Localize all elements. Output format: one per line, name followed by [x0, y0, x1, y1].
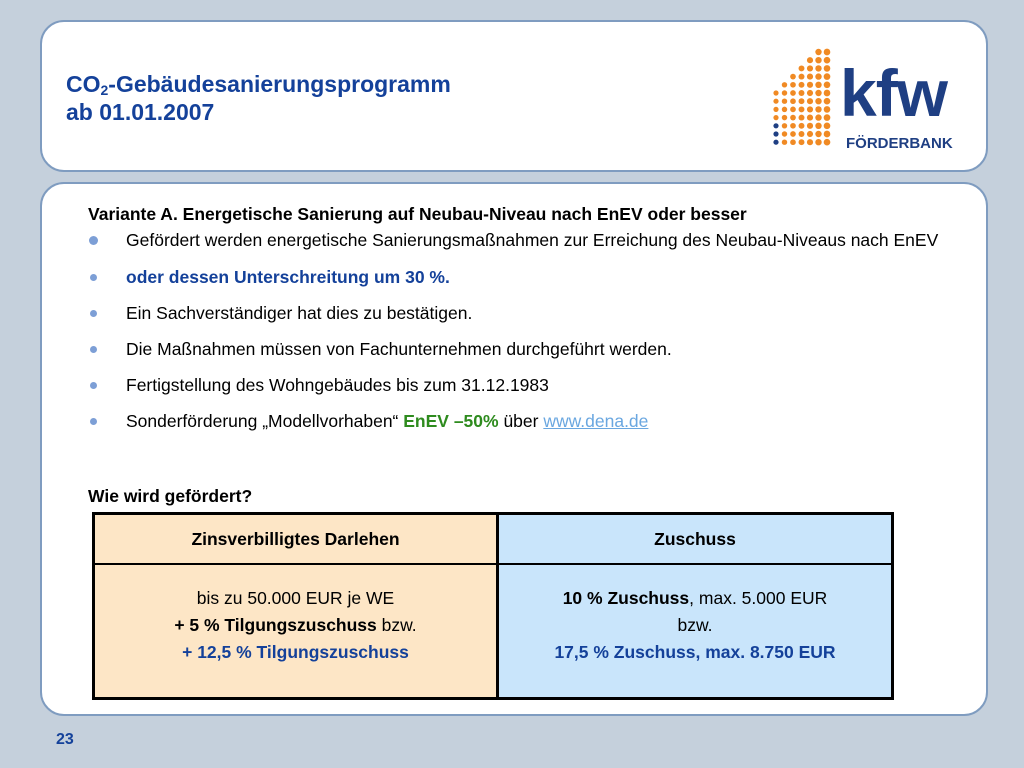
logo-dot: [782, 139, 787, 144]
bullet-icon: [90, 346, 97, 353]
logo-dot: [790, 107, 796, 113]
logo-dot: [807, 74, 813, 80]
logo-dot: [815, 57, 821, 63]
logo-dot: [799, 74, 805, 80]
bullet-text: Ein Sachverständiger hat dies zu bestätigen.: [126, 303, 473, 323]
logo-dot: [815, 49, 821, 55]
logo-dot: [773, 123, 778, 128]
page-number: 23: [56, 731, 74, 748]
logo-dot: [790, 123, 796, 129]
header-panel: [40, 20, 988, 172]
logo-dot: [807, 131, 813, 137]
loan-option-5-rest: bzw.: [376, 615, 417, 635]
bullet-text: oder dessen Unterschreitung um 30 %.: [126, 267, 450, 287]
loan-column: [95, 515, 499, 697]
logo-dot: [815, 65, 821, 71]
title-co: CO: [66, 71, 101, 97]
logo-dot: [815, 82, 821, 88]
logo-dots: [773, 49, 830, 146]
logo-dot: [782, 82, 787, 87]
bullet-list: [88, 230, 958, 446]
logo-dot: [815, 98, 821, 104]
logo-dot: [824, 57, 831, 64]
slide-title: [66, 70, 451, 126]
logo-dot: [790, 98, 796, 104]
logo-dot: [815, 114, 821, 120]
logo-dot: [782, 123, 787, 128]
grant-details: [499, 565, 891, 666]
logo-dot: [824, 81, 831, 88]
logo-dot: [824, 90, 831, 97]
logo-dot: [790, 74, 796, 80]
logo-dot: [790, 131, 796, 137]
logo-dot: [824, 114, 831, 121]
logo-dot: [807, 106, 813, 112]
loan-header: Zinsverbilligtes Darlehen: [95, 515, 496, 565]
funding-table: [92, 512, 894, 700]
logo-dot: [782, 90, 787, 95]
loan-amount: bis zu 50.000 EUR je WE: [196, 588, 395, 608]
bullet-text: Sonderförderung „Modellvorhaben“: [126, 411, 404, 431]
grant-column: [499, 515, 891, 697]
logo-dot: [790, 115, 796, 121]
logo-dot: [824, 65, 831, 72]
title-program: -Gebäudesanierungsprogramm: [108, 71, 451, 97]
logo-dot: [799, 90, 805, 96]
list-item: [88, 410, 958, 432]
loan-option-12-5: + 12,5 % Tilgungszuschuss: [182, 642, 409, 662]
grant-header: Zuschuss: [499, 515, 891, 565]
logo-dot: [799, 106, 805, 112]
bullet-text: Fertigstellung des Wohngebäudes bis zum 31.12.1983: [126, 375, 549, 395]
logo-dot: [799, 65, 805, 71]
logo-dot: [799, 98, 805, 104]
logo-wordmark: kfw: [840, 56, 948, 130]
logo-dot: [824, 131, 831, 138]
title-date: ab 01.01.2007: [66, 99, 215, 125]
loan-details: [95, 565, 496, 666]
enev-highlight: EnEV –50%: [403, 411, 499, 431]
logo-dot: [807, 90, 813, 96]
logo-dot: [807, 65, 813, 71]
logo-dot: [799, 123, 805, 129]
logo-dot: [807, 82, 813, 88]
logo-dot: [773, 131, 778, 136]
logo-dot: [790, 139, 796, 145]
logo-dot: [773, 115, 778, 120]
logo-dot: [799, 131, 805, 137]
logo-dot: [782, 131, 787, 136]
list-item: [88, 230, 958, 250]
title-subscript: 2: [100, 82, 109, 98]
grant-option-10-rest: , max. 5.000 EUR: [689, 588, 828, 608]
loan-option-5-bold: + 5 % Tilgungszuschuss: [174, 615, 377, 635]
logo-dot: [815, 106, 821, 112]
logo-dot: [824, 122, 831, 129]
logo-dot: [807, 139, 813, 145]
logo-dot: [773, 140, 778, 145]
grant-or: bzw.: [677, 615, 713, 635]
logo-dot: [807, 115, 813, 121]
grant-option-17-5: 17,5 % Zuschuss, max. 8.750 EUR: [554, 642, 836, 662]
logo-dot: [782, 107, 787, 112]
logo-dot: [773, 99, 778, 104]
logo-dot: [799, 115, 805, 121]
grant-option-10: [499, 585, 891, 612]
logo-dot: [799, 139, 805, 145]
logo-dot: [790, 82, 796, 88]
logo-dot: [824, 49, 831, 56]
logo-dot: [807, 98, 813, 104]
grant-option-10-bold: 10 % Zuschuss: [562, 588, 690, 608]
loan-option-5: [95, 612, 496, 639]
bullet-text: Die Maßnahmen müssen von Fachunternehmen durchgeführt werden.: [126, 339, 672, 359]
list-item: [88, 266, 958, 288]
bullet-text-connector: über: [498, 411, 544, 431]
logo-dot: [815, 131, 821, 137]
bullet-icon: [90, 382, 97, 389]
logo-dot: [815, 73, 821, 79]
logo-dot: [773, 90, 778, 95]
content-panel: [40, 182, 988, 716]
list-item: [88, 374, 958, 396]
variant-heading: Variante A. Energetische Sanierung auf Neubau-Niveau nach EnEV oder besser: [88, 204, 747, 224]
logo-dot: [824, 139, 831, 146]
bullet-icon: [90, 310, 97, 317]
logo-dot: [815, 90, 821, 96]
logo-dot: [815, 123, 821, 129]
logo-dot: [782, 98, 787, 103]
logo-dot: [807, 57, 813, 63]
logo-dot: [790, 90, 796, 96]
bullet-icon: [90, 418, 97, 425]
logo-dot: [782, 115, 787, 120]
list-item: [88, 302, 958, 324]
logo-dot: [807, 123, 813, 129]
logo-dot: [824, 106, 831, 113]
logo-dot: [773, 107, 778, 112]
logo-dot: [799, 82, 805, 88]
bullet-text: Gefördert werden energetische Sanierungsmaßnahmen zur Erreichung des Neubau-Niveaus nach EnEV: [126, 230, 939, 250]
list-item: [88, 338, 958, 360]
kfw-logo: [770, 44, 980, 154]
logo-subtitle: FÖRDERBANK: [846, 135, 953, 152]
bullet-icon: [89, 236, 98, 245]
logo-dot: [815, 139, 821, 145]
logo-dot: [824, 98, 831, 105]
logo-dot: [824, 73, 831, 80]
dena-link[interactable]: www.dena.de: [543, 411, 649, 431]
question-heading: Wie wird gefördert?: [88, 486, 253, 506]
bullet-icon: [90, 274, 97, 281]
